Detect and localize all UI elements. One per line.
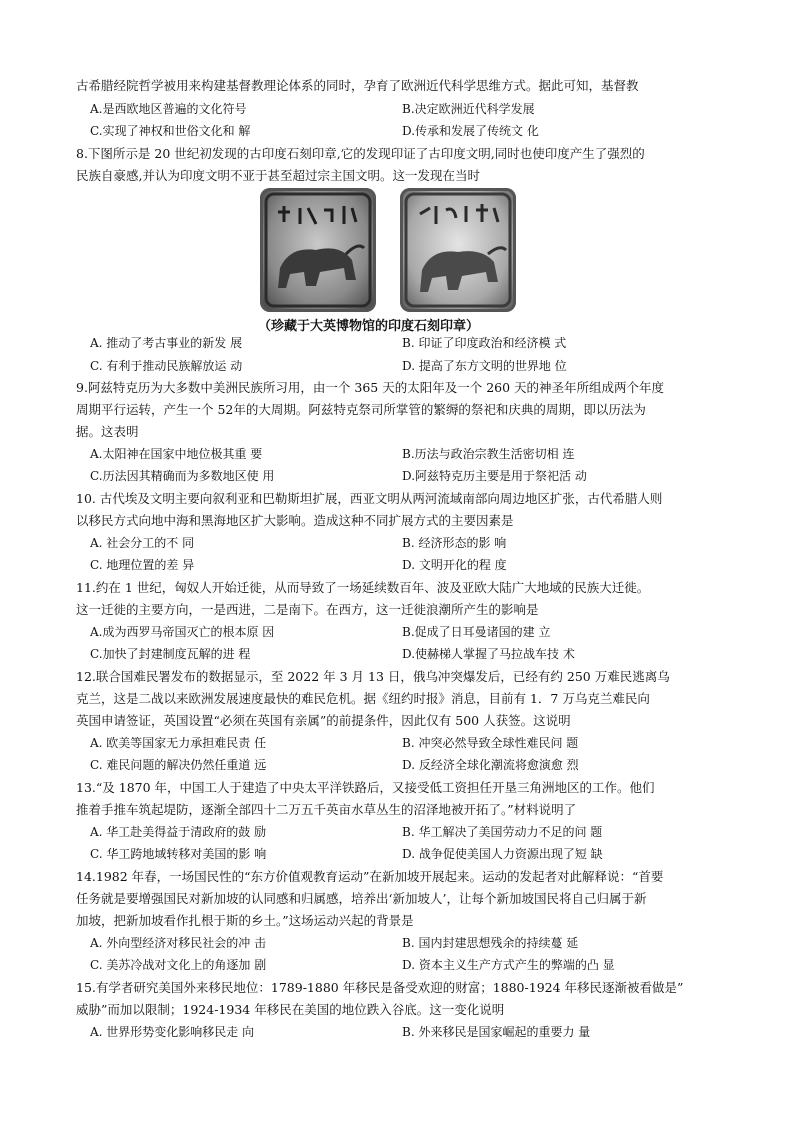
q11-option-b: B.促成了日耳曼诸国的建 立 [402,625,551,639]
q14-option-c: C. 美苏冷战对文化上的角逐加 剧 [90,958,267,972]
q8-stem-line-2: 民族自豪感,并认为印度文明不亚于甚至超过宗主国文明。这一发现在当时 [76,168,480,183]
q15-stem-line-2: 威胁”而加以限制；1924-1934 年移民在美国的地位跌入谷底。这一变化说明 [76,1002,505,1017]
q11-stem-line-2: 这一迁徙的主要方向，一是西进，二是南下。在西方，这一迁徙浪潮所产生的影响是 [76,602,539,617]
q14-stem-line-2: 任务就是要增强国民对新加坡的认同感和归属感，培养出‘新加坡人’，让每个新加坡国民将自己归属于新 [76,891,647,906]
seal-image-left [260,188,376,312]
q10-option-a: A. 社会分工的不 同 [90,536,195,550]
q10-option-d: D. 文明开化的程 度 [402,558,507,572]
q8-option-c: C. 有利于推动民族解放运 动 [90,359,243,373]
indus-seal-figure [260,188,516,312]
q9-option-b: B.历法与政治宗教生活密切相 连 [402,447,575,461]
q14-option-b: B. 国内封建思想残余的持续蔓 延 [402,936,579,950]
q8-option-d: D. 提高了东方文明的世界地 位 [402,359,567,373]
q12-stem-line-1: 12.联合国难民署发布的数据显示，至 2022 年 3 月 13 日，俄乌冲突爆发后，已经有约 250 万难民逃离乌 [76,669,670,684]
q7-option-b: B.决定欧洲近代科学发展 [402,102,535,116]
q11-stem-line-1: 11.约在 1 世纪，匈奴人开始迁徙，从而导致了一场延续数百年、波及亚欧大陆广大地域的民族大迁徙。 [76,580,650,595]
figure-caption: （珍藏于大英博物馆的印度石刻印章） [258,319,480,334]
q7-option-d: D.传承和发展了传统文 化 [402,124,539,138]
q8-stem-line-1: 8.下图所示是 20 世纪初发现的古印度石刻印章,它的发现印证了古印度文明,同时也使印度产生了强烈的 [76,146,645,161]
q13-stem-line-1: 13.“及 1870 年，中国工人于建造了中央太平洋铁路后，又接受低工资担任开垦三角洲地区的工作。他们 [76,780,655,795]
q11-option-d: D.使赫梯人掌握了马拉战车技 术 [402,647,575,661]
q9-option-a: A.太阳神在国家中地位极其重 要 [90,447,263,461]
q13-option-c: C. 华工跨地域转移对美国的影 响 [90,847,267,861]
q14-stem-line-1: 14.1982 年春，一场国民性的“东方价值观教育运动”在新加坡开展起来。运动的发起者对此解释说：“首要 [76,869,664,884]
q12-option-a: A. 欧美等国家无力承担难民责 任 [90,736,267,750]
q9-option-d: D.阿兹特克历主要是用于祭祀活 动 [402,469,587,483]
q14-stem-line-3: 加坡，把新加坡看作扎根于斯的乡土。”这场运动兴起的背景是 [76,913,414,928]
q12-option-d: D. 反经济全球化潮流将愈演愈 烈 [402,758,579,772]
q12-option-b: B. 冲突必然导致全球性难民问 题 [402,736,579,750]
q11-option-a: A.成为西罗马帝国灭亡的根本原 因 [90,625,275,639]
q13-option-d: D. 战争促使美国人力资源出现了短 缺 [402,847,603,861]
q8-option-b: B. 印证了印度政治和经济模 式 [402,336,567,350]
q8-option-a: A. 推动了考古事业的新发 展 [90,336,243,350]
q9-stem-line-1: 9.阿兹特克历为大多数中美洲民族所习用，由一个 365 天的太阳年及一个 260 天的神圣年所组成两个年度 [76,380,665,395]
q15-stem-line-1: 15.有学者研究美国外来移民地位：1789-1880 年移民是备受欢迎的财富；1880-1924 年移民逐渐被看做是” [76,980,684,995]
q7-option-a: A.是西欧地区普遍的文化符号 [90,102,247,116]
q14-option-d: D. 资本主义生产方式产生的弊端的凸 显 [402,958,615,972]
q10-option-b: B. 经济形态的影 响 [402,536,507,550]
q12-stem-line-2: 克兰，这是二战以来欧洲发展速度最快的难民危机。据《纽约时报》消息，目前有 1．7 万乌克兰难民向 [76,691,650,706]
q7-option-c: C.实现了神权和世俗文化和 解 [90,124,251,138]
q11-option-c: C.加快了封建制度瓦解的进 程 [90,647,251,661]
q13-option-a: A. 华工赴美得益于清政府的鼓 励 [90,825,267,839]
q10-option-c: C. 地理位置的差 异 [90,558,195,572]
q15-option-a: A. 世界形势变化影响移民走 向 [90,1025,255,1039]
q15-option-b: B. 外来移民是国家崛起的重要力 量 [402,1025,591,1039]
q12-stem-line-3: 英国申请签证，英国设置“必须在英国有亲属”的前提条件，因此仅有 500 人获签。这说明 [76,713,571,728]
q9-stem-line-2: 周期平行运转，产生一个 52年的大周期。阿兹特克祭司所掌管的繁缛的祭祀和庆典的周期，即以历法为 [76,402,646,417]
q12-option-c: C. 难民问题的解决仍然任重道 远 [90,758,267,772]
seal-image-right [400,188,516,312]
q7-stem-end: 古希腊经院哲学被用来构建基督教理论体系的同时，孕育了欧洲近代科学思维方式。据此可知，基督教 [76,78,639,93]
q9-option-c: C.历法因其精确而为多数地区使 用 [90,469,275,483]
q13-stem-line-2: 推着手推车筑起堤防，逐渐全部四十二万五千英亩水草丛生的沼泽地被开拓了。”材料说明了 [76,802,577,817]
q10-stem-line-2: 以移民方式向地中海和黑海地区扩大影响。造成这种不同扩展方式的主要因素是 [76,513,514,528]
q14-option-a: A. 外向型经济对移民社会的冲 击 [90,936,267,950]
q10-stem-line-1: 10. 古代埃及文明主要向叙利亚和巴勒斯坦扩展，西亚文明从两河流域南部向周边地区扩张，古代希腊人则 [76,491,663,506]
q9-stem-line-3: 据。这表明 [76,424,139,439]
q13-option-b: B. 华工解决了美国劳动力不足的问 题 [402,825,603,839]
